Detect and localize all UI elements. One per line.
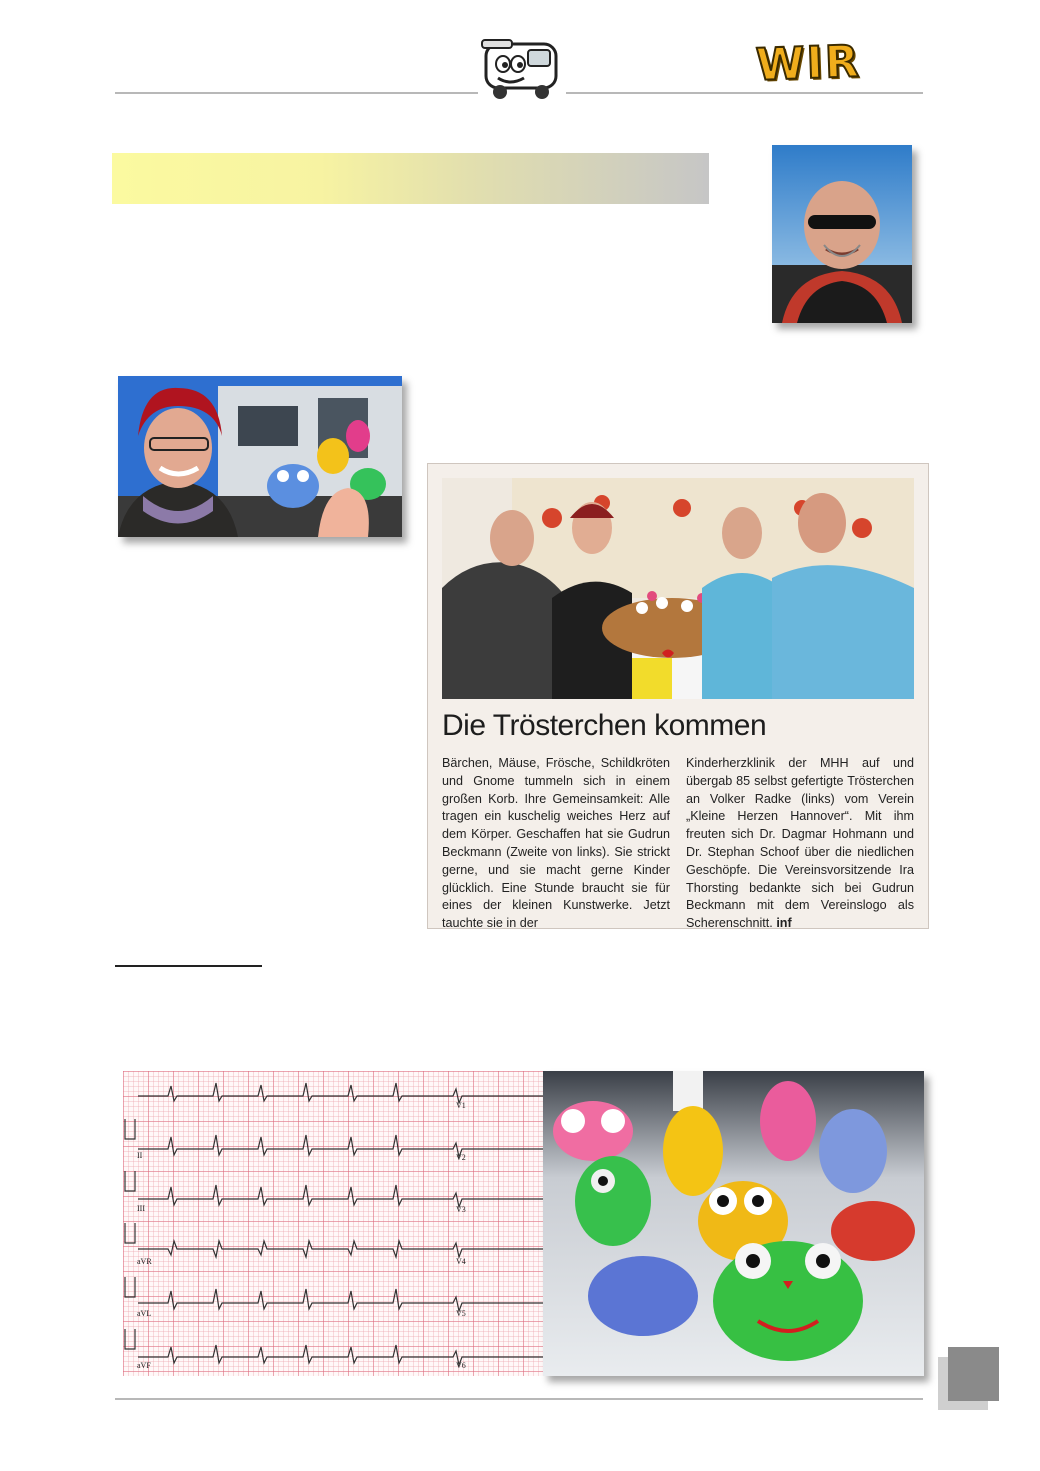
ecg-lead-label: V3 [456, 1205, 466, 1214]
newspaper-clipping [427, 463, 929, 929]
ecg-lead-label: II [137, 1151, 143, 1160]
finger-puppets-photo [118, 376, 402, 537]
ecg-lead-label: V5 [456, 1309, 466, 1318]
ecg-chart-image [123, 1071, 543, 1376]
ecg-lead-label: aVR [137, 1257, 152, 1266]
section-underline [115, 965, 262, 967]
ecg-lead-label: aVF [137, 1361, 151, 1370]
clipping-headline: Die Trösterchen kommen [442, 709, 767, 742]
camper-mascot-icon [478, 34, 566, 104]
clipping-column-right [686, 755, 914, 933]
ecg-lead-label: V4 [456, 1257, 466, 1266]
knitted-toys-photo [543, 1071, 924, 1376]
ecg-lead-label: V6 [456, 1361, 466, 1370]
ecg-lead-label: V2 [456, 1153, 466, 1162]
footer-rule [115, 1398, 923, 1400]
portrait-photo [772, 145, 912, 323]
ecg-lead-label: V1 [456, 1101, 466, 1110]
ecg-lead-label: III [137, 1204, 145, 1213]
ecg-lead-label: aVL [137, 1309, 152, 1318]
page-number-box [948, 1347, 999, 1401]
clipping-signature: inf [776, 916, 792, 931]
clipping-column-left: Bärchen, Mäuse, Frösche, Schildkröten und Gnome tummeln sich in einem großen Korb. Ihre Gemeinsamkeit: Alle tragen ein kuschelig weiches Herz auf dem Körper. Geschaffen hat sie Gudrun Beckmann (Zweite von links). Sie strickt gerne, und sie macht gerne Kinder glücklich. Eine Stunde braucht sie für eines der kleinen Kunstwerke. Jetzt tauchte sie in der [442, 756, 670, 931]
clipping-photo [442, 478, 914, 699]
wir-logo: WIR [755, 36, 862, 91]
section-heading-bar [112, 153, 709, 204]
clipping-column-right-text: Kinderherzklinik der MHH auf und übergab 85 selbst gefertigte Trösterchen an Volker Radke (links) vom Verein „Kleine Herzen Hannover“. Mit ihm freuten sich Dr. Dagmar Hohmann und Dr. Stephan Schoof über die niedlichen Geschöpfe. Die Vereinsvorsitzende Ira Thorsting bedankte sich bei Gudrun Beckmann mit dem Vereinslogo als Scherenschnitt. [686, 756, 914, 931]
